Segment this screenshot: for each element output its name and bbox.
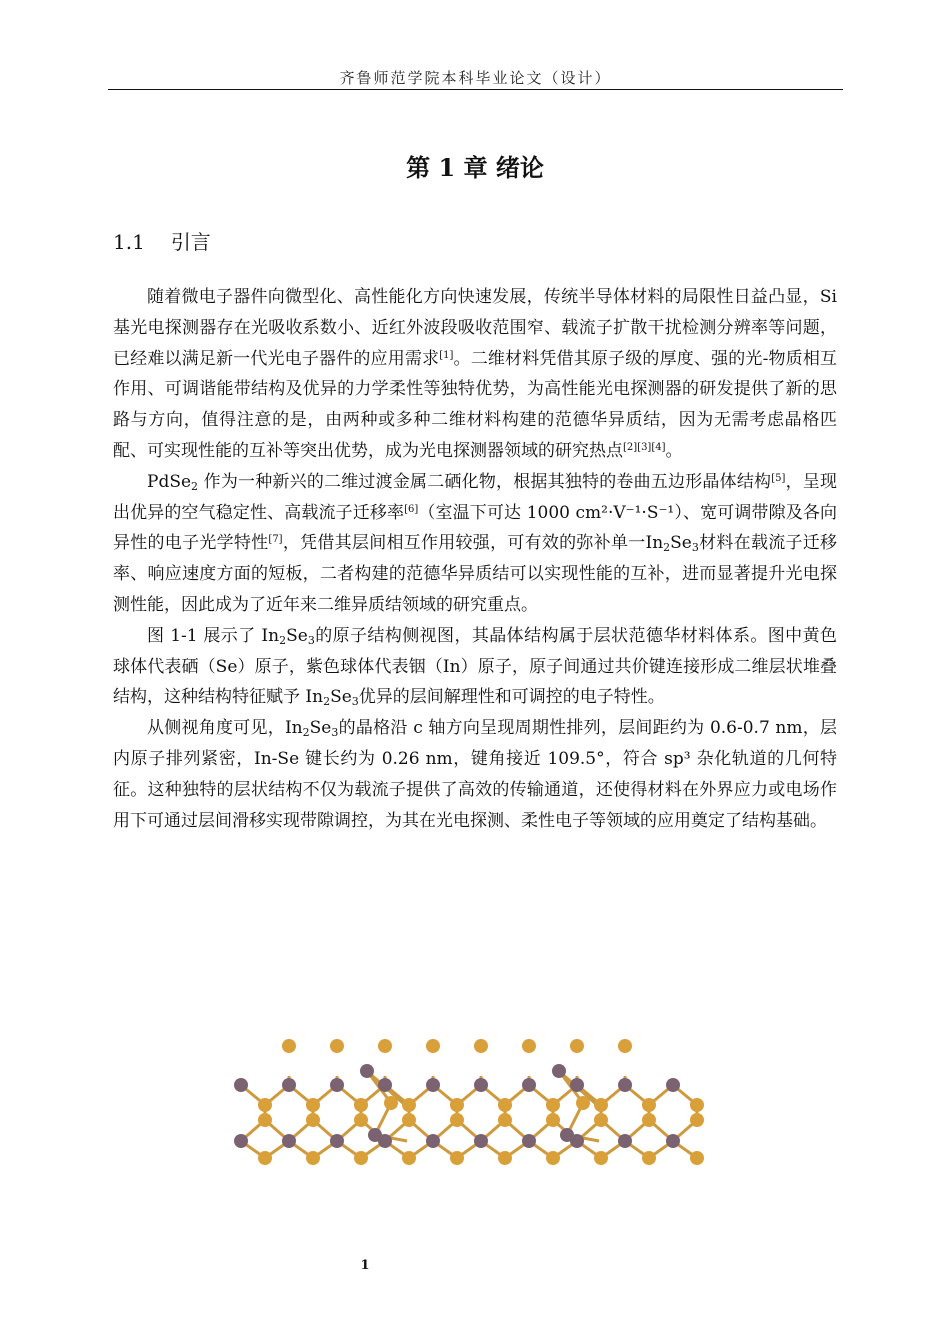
se-atom bbox=[546, 1098, 560, 1112]
citation-ref: [7] bbox=[268, 534, 283, 546]
se-atom bbox=[450, 1098, 464, 1112]
header-rule bbox=[108, 89, 843, 90]
se-atom bbox=[450, 1113, 464, 1127]
page-number: 1 bbox=[360, 1258, 370, 1273]
in2se3-atomic-structure-figure bbox=[225, 1033, 737, 1173]
se-atom bbox=[258, 1151, 272, 1165]
se-atom bbox=[384, 1096, 398, 1110]
in-atom bbox=[330, 1134, 344, 1148]
subscript: 2 bbox=[323, 695, 331, 709]
in-atom bbox=[666, 1134, 680, 1148]
se-atom bbox=[642, 1098, 656, 1112]
text-run: Se bbox=[309, 718, 332, 739]
se-atom bbox=[594, 1151, 608, 1165]
se-atom bbox=[474, 1039, 488, 1053]
in-atom bbox=[368, 1128, 382, 1142]
se-atom bbox=[546, 1113, 560, 1127]
in-atom bbox=[522, 1134, 536, 1148]
se-atom bbox=[306, 1098, 320, 1112]
in-atom bbox=[474, 1078, 488, 1092]
text-run: （室温下可达 1000 cm²·V⁻¹·S⁻¹）、宽可调带隙及各向异性的电子光学特性 bbox=[113, 502, 837, 554]
se-atom bbox=[690, 1151, 704, 1165]
se-atom bbox=[354, 1113, 368, 1127]
subscript: 3 bbox=[351, 695, 359, 709]
se-atom bbox=[498, 1151, 512, 1165]
se-atom bbox=[498, 1113, 512, 1127]
text-run: Se bbox=[670, 533, 692, 554]
in-atom bbox=[282, 1134, 296, 1148]
se-atom bbox=[594, 1098, 608, 1112]
text-run: 从侧视角度可见，In bbox=[147, 718, 303, 739]
text-run: 优异的层间解理性和可调控的电子特性。 bbox=[358, 687, 665, 708]
se-atom bbox=[402, 1151, 416, 1165]
in-atom bbox=[618, 1134, 632, 1148]
citation-ref: [2][3][4] bbox=[623, 441, 666, 453]
se-atom bbox=[498, 1098, 512, 1112]
in-atom bbox=[378, 1078, 392, 1092]
body-text bbox=[113, 282, 837, 836]
citation-ref: [5] bbox=[771, 472, 786, 484]
in-atom bbox=[282, 1078, 296, 1092]
text-run: 图 1-1 展示了 In bbox=[147, 625, 280, 646]
se-atom bbox=[378, 1039, 392, 1053]
se-atom bbox=[282, 1039, 296, 1053]
in-atom bbox=[330, 1078, 344, 1092]
se-atom bbox=[402, 1098, 416, 1112]
chapter-title: 第 1 章 绪论 bbox=[406, 153, 544, 182]
se-atom bbox=[330, 1039, 344, 1053]
se-atom bbox=[258, 1098, 272, 1112]
text-run: 作为一种新兴的二维过渡金属二硒化物，根据其独特的卷曲五边形晶体结构 bbox=[198, 471, 772, 492]
subscript: 2 bbox=[302, 726, 310, 740]
page-header: 齐鲁师范学院本科毕业论文（设计） bbox=[339, 69, 612, 87]
paragraph-3 bbox=[113, 621, 837, 713]
in-atom bbox=[474, 1134, 488, 1148]
citation-ref: [1] bbox=[439, 349, 454, 361]
paragraph-1 bbox=[113, 282, 837, 467]
section-heading bbox=[113, 226, 211, 255]
subscript: 3 bbox=[331, 726, 339, 740]
section-number: 1.1 bbox=[113, 230, 145, 254]
text-run: Se bbox=[286, 625, 308, 646]
paragraph-2 bbox=[113, 467, 837, 621]
subscript: 3 bbox=[691, 541, 699, 555]
text-run: 的晶格沿 c 轴方向呈现周期性排列，层间距约为 0.6-0.7 nm，层内原子排列紧密，In-Se 键长约为 0.26 nm，键角接近 109.5°，符合 sp³ 杂化轨道的几何特征。这种独特的层状结构不仅为载流子提供了高效的传输通道，还使得材料在外界应力或电场作用下可通过层间滑移实现带隙调控，为其在光电探测、柔性电子等领域的应用奠定了结构基础。 bbox=[113, 718, 837, 831]
in-atom bbox=[426, 1078, 440, 1092]
text-run: 。二维材料凭借其原子级的厚度、强的光-物质相互作用、可调谐能带结构及优异的力学柔性等独特优势，为高性能光电探测器的研发提供了新的思路与方向，值得注意的是，由两种或多种二维材料构建的范德华异质结，因为无需考虑晶格匹配、可实现性能的互补等突出优势，成为光电探测器领域的研究热点 bbox=[113, 348, 837, 461]
se-atom bbox=[522, 1039, 536, 1053]
se-atom bbox=[306, 1151, 320, 1165]
se-atom bbox=[354, 1151, 368, 1165]
text-run: ，凭借其层间相互作用较强，可有效的弥补单一In bbox=[282, 533, 664, 554]
subscript: 3 bbox=[307, 633, 315, 647]
se-atom bbox=[570, 1039, 584, 1053]
se-atom bbox=[618, 1039, 632, 1053]
se-atom bbox=[258, 1113, 272, 1127]
paragraph-4 bbox=[113, 713, 837, 836]
se-atom bbox=[594, 1113, 608, 1127]
se-atom bbox=[576, 1096, 590, 1110]
se-atom bbox=[690, 1113, 704, 1127]
text-run: PdSe bbox=[147, 471, 192, 492]
in-atom bbox=[560, 1128, 574, 1142]
in-atom bbox=[552, 1064, 566, 1078]
se-atom bbox=[642, 1151, 656, 1165]
se-atom bbox=[450, 1151, 464, 1165]
se-atom bbox=[354, 1098, 368, 1112]
se-atom bbox=[402, 1113, 416, 1127]
text-run: 。 bbox=[665, 440, 683, 461]
subscript: 2 bbox=[663, 541, 671, 555]
text-run: 材料在载流子迁移率、响应速度方面的短板，二者构建的范德华异质结可以实现性能的互补，进而显著提升光电探测性能，因此成为了近年来二维异质结领域的研究重点。 bbox=[113, 533, 838, 615]
subscript: 2 bbox=[279, 633, 287, 647]
in-atom bbox=[234, 1078, 248, 1092]
in-atom bbox=[234, 1134, 248, 1148]
in-atom bbox=[666, 1078, 680, 1092]
se-atom bbox=[306, 1113, 320, 1127]
in-atom bbox=[618, 1078, 632, 1092]
section-title: 引言 bbox=[170, 230, 211, 254]
text-run: ，呈现出优异的空气稳定性、高载流子迁移率 bbox=[113, 471, 838, 523]
in-atom bbox=[360, 1064, 374, 1078]
text-run: Se bbox=[330, 687, 352, 708]
se-atom bbox=[426, 1039, 440, 1053]
se-atom bbox=[690, 1098, 704, 1112]
in-atom bbox=[570, 1078, 584, 1092]
in-atom bbox=[522, 1078, 536, 1092]
subscript: 2 bbox=[191, 479, 199, 493]
text-run: 随着微电子器件向微型化、高性能化方向快速发展，传统半导体材料的局限性日益凸显，Si 基光电探测器存在光吸收系数小、近红外波段吸收范围窄、载流子扩散干扰检测分辨率等问题，已经难以满足新一代光电子器件的应用需求 bbox=[113, 287, 837, 369]
in-atom bbox=[426, 1134, 440, 1148]
se-atom bbox=[642, 1113, 656, 1127]
text-run: 的原子结构侧视图，其晶体结构属于层状范德华材料体系。图中黄色球体代表硒（Se）原子，紫色球体代表铟（In）原子，原子间通过共价键连接形成二维层状堆叠结构，这种结构特征赋予 In bbox=[113, 625, 837, 708]
citation-ref: [6] bbox=[404, 503, 419, 515]
se-atom bbox=[546, 1151, 560, 1165]
